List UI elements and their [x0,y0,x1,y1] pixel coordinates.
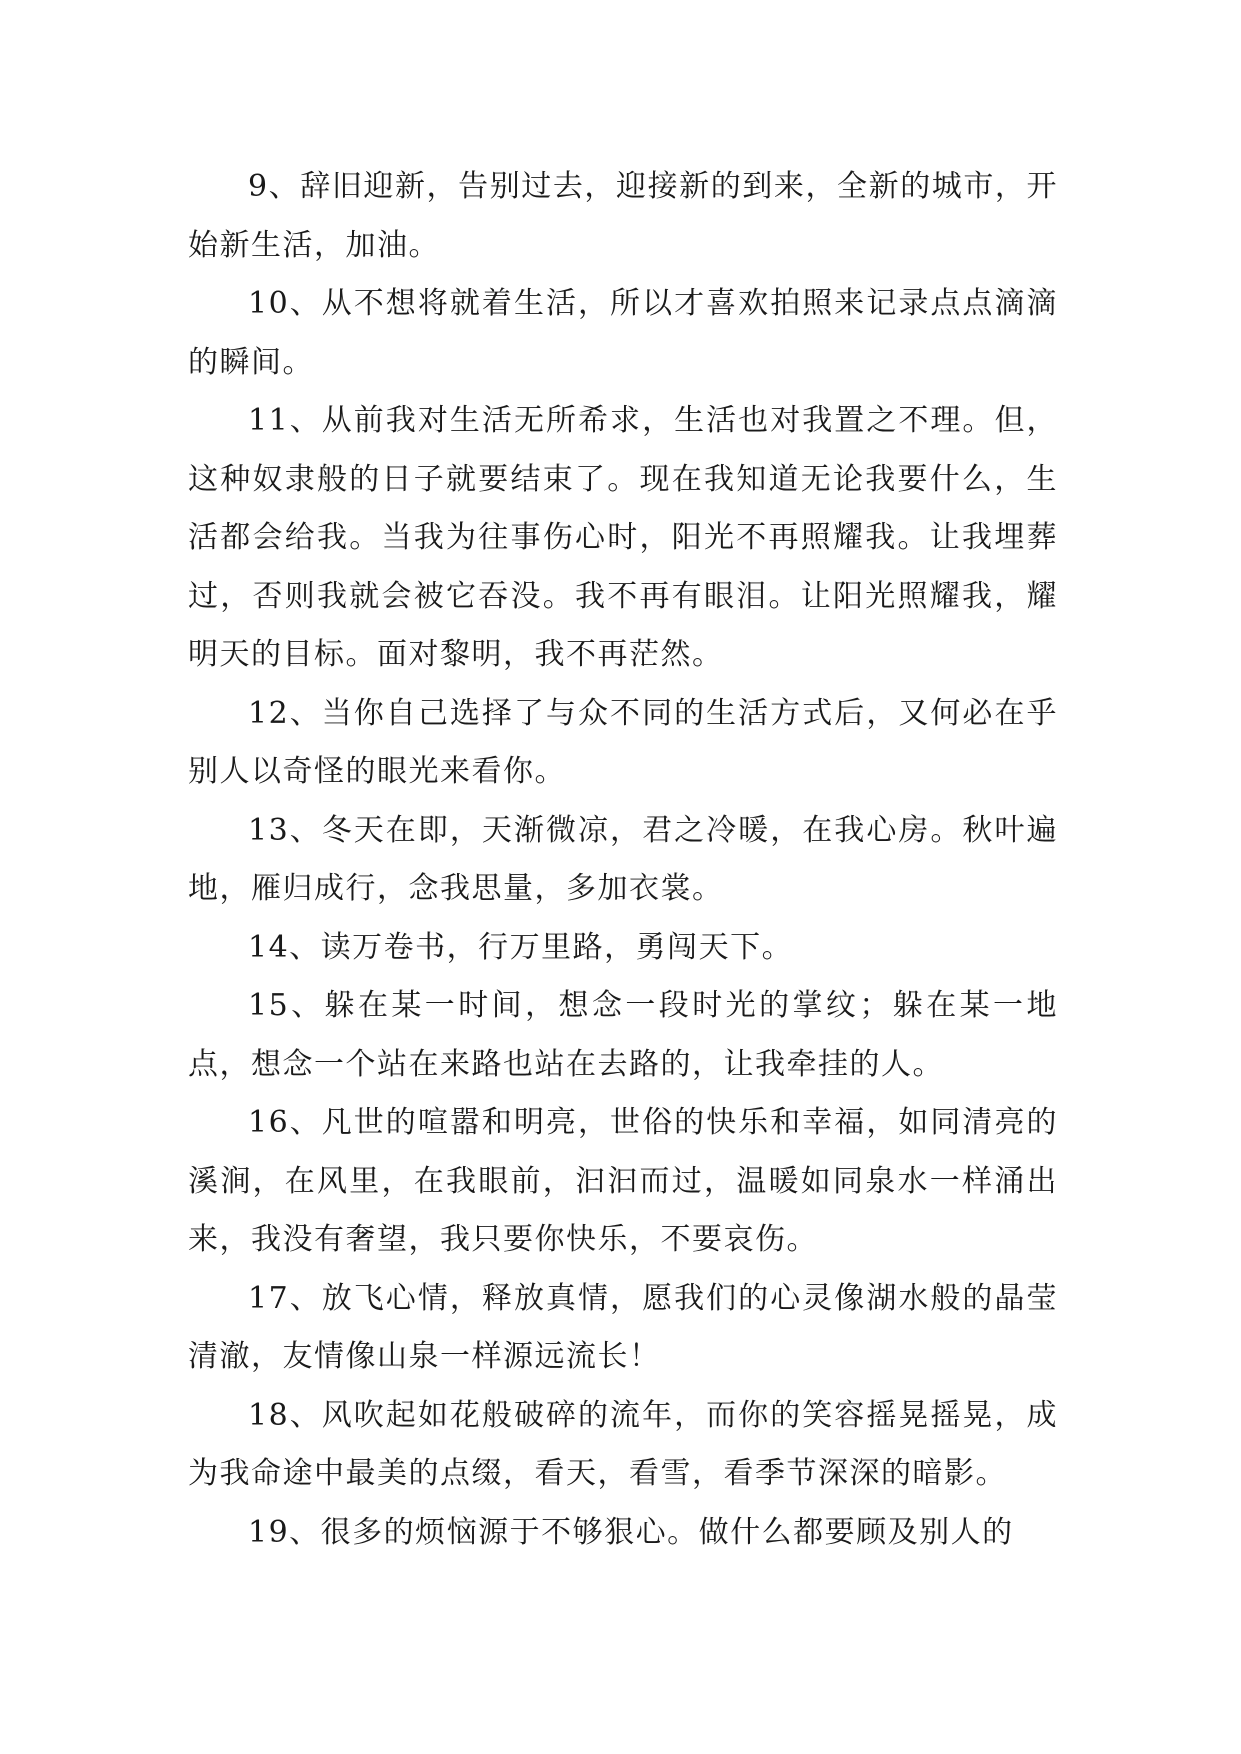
paragraph-15: 15、躲在某一时间，想念一段时光的掌纹；躲在某一地点，想念一个站在来路也站在去路的，让我牵挂的人。 [188,988,1058,1082]
paragraph-14: 14、读万卷书，行万里路，勇闯天下。 [248,929,794,965]
paragraph-11: 11、从前我对生活无所希求，生活也对我置之不理。但，这种奴隶般的日子就要结束了。现在我知道无论我要什么，生活都会给我。当我为往事伤心时，阳光不再照耀我。让我埋葬过，否则我就会被它吞没。我不再有眼泪。让阳光照耀我，耀明天的目标。面对黎明，我不再茫然。 [188,403,1058,672]
paragraph-12: 12、当你自己选择了与众不同的生活方式后，又何必在乎别人以奇怪的眼光来看你。 [188,695,1058,789]
document-body [188,158,1058,1562]
paragraph-16: 16、凡世的喧嚣和明亮，世俗的快乐和幸福，如同清亮的溪涧，在风里，在我眼前，汩汩而过，温暖如同泉水一样涌出来，我没有奢望，我只要你快乐，不要哀伤。 [188,1105,1058,1257]
paragraph-13: 13、冬天在即，天渐微凉，君之冷暖，在我心房。秋叶遍地，雁归成行，念我思量，多加衣裳。 [188,812,1058,906]
paragraph-10: 10、从不想将就着生活，所以才喜欢拍照来记录点点滴滴的瞬间。 [188,286,1058,380]
paragraph-9: 9、辞旧迎新，告别过去，迎接新的到来，全新的城市，开始新生活，加油。 [188,169,1058,263]
paragraph-19: 19、很多的烦恼源于不够狠心。做什么都要顾及别人的 [248,1514,1014,1550]
paragraph-17: 17、放飞心情，释放真情，愿我们的心灵像湖水般的晶莹清澈，友情像山泉一样源远流长！ [188,1280,1058,1374]
paragraph-18: 18、风吹起如花般破碎的流年，而你的笑容摇晃摇晃，成为我命途中最美的点缀，看天，看雪，看季节深深的暗影。 [188,1397,1058,1491]
